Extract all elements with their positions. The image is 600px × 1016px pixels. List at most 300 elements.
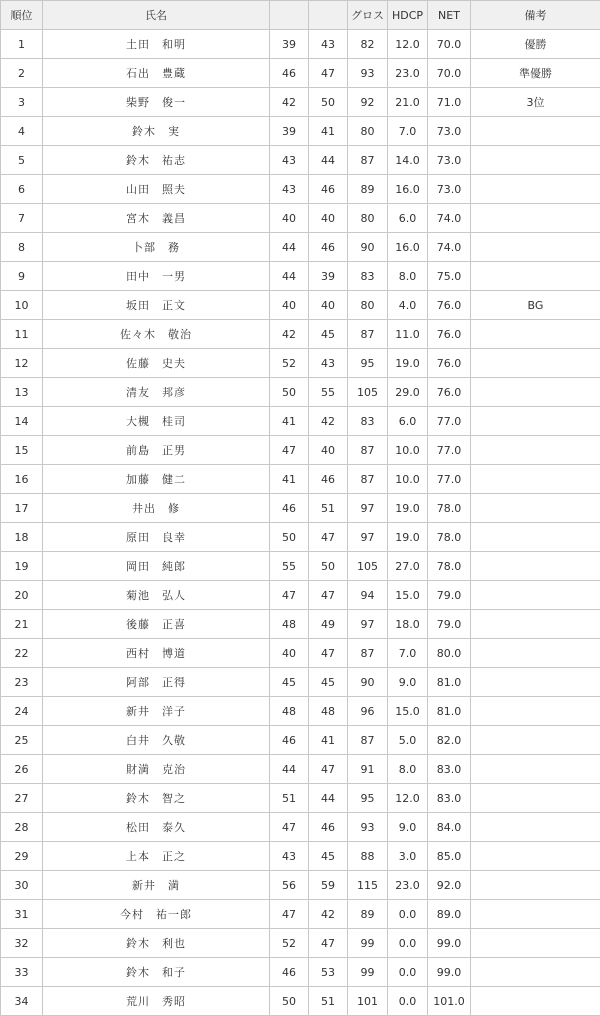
gross-cell: 97 [348,523,388,552]
in-score-cell: 45 [309,320,348,349]
out-score-cell: 39 [270,117,309,146]
net-cell: 71.0 [428,88,471,117]
hdcp-cell: 0.0 [388,987,428,1016]
net-cell: 99.0 [428,929,471,958]
out-score-cell: 44 [270,755,309,784]
name-cell: 原田 良幸 [43,523,270,552]
out-score-cell: 52 [270,349,309,378]
gross-cell: 90 [348,233,388,262]
net-cell: 73.0 [428,175,471,204]
net-cell: 77.0 [428,436,471,465]
name-cell: 荒川 秀昭 [43,987,270,1016]
in-score-cell: 53 [309,958,348,987]
rank-cell: 28 [1,813,43,842]
in-score-cell: 49 [309,610,348,639]
rank-cell: 14 [1,407,43,436]
in-score-cell: 43 [309,30,348,59]
out-score-cell: 40 [270,204,309,233]
in-score-cell: 47 [309,523,348,552]
hdcp-cell: 0.0 [388,900,428,929]
in-score-cell: 47 [309,929,348,958]
out-score-cell: 47 [270,813,309,842]
table-row [1,146,600,175]
net-cell: 77.0 [428,465,471,494]
remarks-cell [471,320,600,349]
remarks-cell [471,958,600,987]
name-cell: 菊池 弘人 [43,581,270,610]
table-row [1,900,600,929]
name-cell: 加藤 健二 [43,465,270,494]
out-score-cell: 43 [270,842,309,871]
hdcp-cell: 16.0 [388,175,428,204]
name-cell: 田中 一男 [43,262,270,291]
remarks-cell [471,987,600,1016]
rank-cell: 13 [1,378,43,407]
table-body [1,30,600,1016]
in-score-cell: 40 [309,204,348,233]
in-score-cell: 47 [309,639,348,668]
rank-cell: 5 [1,146,43,175]
in-score-cell: 39 [309,262,348,291]
gross-cell: 93 [348,813,388,842]
rank-cell: 7 [1,204,43,233]
in-score-cell: 42 [309,900,348,929]
table-row [1,755,600,784]
hdcp-cell: 19.0 [388,494,428,523]
in-score-cell: 51 [309,494,348,523]
header-net: NET [428,1,471,30]
rank-cell: 12 [1,349,43,378]
rank-cell: 2 [1,59,43,88]
in-score-cell: 51 [309,987,348,1016]
header-rank: 順位 [1,1,43,30]
hdcp-cell: 6.0 [388,204,428,233]
name-cell: 今村 祐一郎 [43,900,270,929]
gross-cell: 94 [348,581,388,610]
net-cell: 75.0 [428,262,471,291]
rank-cell: 19 [1,552,43,581]
rank-cell: 3 [1,88,43,117]
net-cell: 85.0 [428,842,471,871]
name-cell: 阿部 正得 [43,668,270,697]
remarks-cell [471,581,600,610]
out-score-cell: 52 [270,929,309,958]
in-score-cell: 48 [309,697,348,726]
net-cell: 73.0 [428,117,471,146]
name-cell: 鈴木 和子 [43,958,270,987]
net-cell: 83.0 [428,755,471,784]
out-score-cell: 50 [270,523,309,552]
name-cell: 土田 和明 [43,30,270,59]
table-row [1,958,600,987]
out-score-cell: 47 [270,436,309,465]
in-score-cell: 46 [309,813,348,842]
in-score-cell: 46 [309,233,348,262]
name-cell: 佐々木 敬治 [43,320,270,349]
in-score-cell: 40 [309,436,348,465]
gross-cell: 80 [348,291,388,320]
table-row [1,523,600,552]
table-row [1,494,600,523]
gross-cell: 80 [348,117,388,146]
table-row [1,581,600,610]
remarks-cell [471,900,600,929]
net-cell: 82.0 [428,726,471,755]
net-cell: 89.0 [428,900,471,929]
remarks-cell [471,378,600,407]
gross-cell: 88 [348,842,388,871]
rank-cell: 20 [1,581,43,610]
in-score-cell: 46 [309,465,348,494]
table-row [1,88,600,117]
remarks-cell [471,610,600,639]
out-score-cell: 45 [270,668,309,697]
out-score-cell: 44 [270,233,309,262]
rank-cell: 33 [1,958,43,987]
rank-cell: 18 [1,523,43,552]
gross-cell: 87 [348,639,388,668]
hdcp-cell: 19.0 [388,349,428,378]
hdcp-cell: 12.0 [388,30,428,59]
hdcp-cell: 0.0 [388,958,428,987]
in-score-cell: 59 [309,871,348,900]
net-cell: 92.0 [428,871,471,900]
out-score-cell: 41 [270,407,309,436]
remarks-cell [471,755,600,784]
rank-cell: 4 [1,117,43,146]
out-score-cell: 48 [270,610,309,639]
remarks-cell [471,552,600,581]
gross-cell: 83 [348,407,388,436]
net-cell: 77.0 [428,407,471,436]
out-score-cell: 44 [270,262,309,291]
name-cell: 前島 正男 [43,436,270,465]
rank-cell: 22 [1,639,43,668]
table-row [1,697,600,726]
rank-cell: 25 [1,726,43,755]
hdcp-cell: 23.0 [388,59,428,88]
remarks-cell: BG [471,291,600,320]
name-cell: 鈴木 実 [43,117,270,146]
rank-cell: 27 [1,784,43,813]
in-score-cell: 55 [309,378,348,407]
remarks-cell [471,784,600,813]
table-row [1,552,600,581]
remarks-cell [471,871,600,900]
table-row [1,117,600,146]
table-row [1,726,600,755]
in-score-cell: 41 [309,117,348,146]
hdcp-cell: 11.0 [388,320,428,349]
out-score-cell: 47 [270,581,309,610]
out-score-cell: 48 [270,697,309,726]
in-score-cell: 46 [309,175,348,204]
hdcp-cell: 29.0 [388,378,428,407]
rank-cell: 9 [1,262,43,291]
remarks-cell: 3位 [471,88,600,117]
name-cell: 佐藤 史夫 [43,349,270,378]
net-cell: 83.0 [428,784,471,813]
out-score-cell: 55 [270,552,309,581]
in-score-cell: 44 [309,784,348,813]
hdcp-cell: 15.0 [388,697,428,726]
name-cell: 井出 修 [43,494,270,523]
hdcp-cell: 16.0 [388,233,428,262]
hdcp-cell: 15.0 [388,581,428,610]
net-cell: 78.0 [428,523,471,552]
gross-cell: 90 [348,668,388,697]
out-score-cell: 42 [270,320,309,349]
hdcp-cell: 8.0 [388,262,428,291]
rank-cell: 1 [1,30,43,59]
in-score-cell: 40 [309,291,348,320]
remarks-cell: 準優勝 [471,59,600,88]
hdcp-cell: 10.0 [388,436,428,465]
net-cell: 81.0 [428,697,471,726]
gross-cell: 87 [348,320,388,349]
name-cell: 上本 正之 [43,842,270,871]
name-cell: 山田 照夫 [43,175,270,204]
table-row [1,262,600,291]
name-cell: 松田 泰久 [43,813,270,842]
net-cell: 78.0 [428,552,471,581]
gross-cell: 83 [348,262,388,291]
name-cell: 鈴木 利也 [43,929,270,958]
in-score-cell: 44 [309,146,348,175]
name-cell: 柴野 俊一 [43,88,270,117]
out-score-cell: 46 [270,494,309,523]
rank-cell: 16 [1,465,43,494]
remarks-cell [471,117,600,146]
gross-cell: 97 [348,494,388,523]
out-score-cell: 43 [270,146,309,175]
hdcp-cell: 9.0 [388,813,428,842]
net-cell: 79.0 [428,581,471,610]
name-cell: 新井 満 [43,871,270,900]
rank-cell: 34 [1,987,43,1016]
table-header [1,1,600,30]
out-score-cell: 46 [270,726,309,755]
header-remarks: 備考 [471,1,600,30]
name-cell: 鈴木 祐志 [43,146,270,175]
gross-cell: 80 [348,204,388,233]
remarks-cell [471,929,600,958]
remarks-cell [471,175,600,204]
gross-cell: 87 [348,726,388,755]
name-cell: 西村 博道 [43,639,270,668]
table-row [1,610,600,639]
header-row [1,1,600,30]
rank-cell: 8 [1,233,43,262]
out-score-cell: 40 [270,291,309,320]
table-row [1,175,600,204]
header-name: 氏名 [43,1,270,30]
out-score-cell: 46 [270,958,309,987]
hdcp-cell: 9.0 [388,668,428,697]
net-cell: 99.0 [428,958,471,987]
table-row [1,407,600,436]
gross-cell: 89 [348,900,388,929]
in-score-cell: 50 [309,552,348,581]
out-score-cell: 41 [270,465,309,494]
table-row [1,784,600,813]
name-cell: 大槻 桂司 [43,407,270,436]
remarks-cell [471,494,600,523]
table-row [1,842,600,871]
gross-cell: 97 [348,610,388,639]
hdcp-cell: 12.0 [388,784,428,813]
rank-cell: 30 [1,871,43,900]
gross-cell: 99 [348,929,388,958]
in-score-cell: 41 [309,726,348,755]
gross-cell: 101 [348,987,388,1016]
gross-cell: 87 [348,465,388,494]
hdcp-cell: 8.0 [388,755,428,784]
remarks-cell [471,349,600,378]
table-row [1,465,600,494]
hdcp-cell: 10.0 [388,465,428,494]
out-score-cell: 42 [270,88,309,117]
hdcp-cell: 21.0 [388,88,428,117]
gross-cell: 87 [348,146,388,175]
table-row [1,349,600,378]
name-cell: 卜部 務 [43,233,270,262]
hdcp-cell: 7.0 [388,639,428,668]
rank-cell: 23 [1,668,43,697]
remarks-cell [471,146,600,175]
net-cell: 76.0 [428,378,471,407]
table-row [1,291,600,320]
remarks-cell [471,407,600,436]
hdcp-cell: 0.0 [388,929,428,958]
remarks-cell [471,842,600,871]
rank-cell: 11 [1,320,43,349]
gross-cell: 105 [348,378,388,407]
gross-cell: 99 [348,958,388,987]
header-out [270,1,309,30]
in-score-cell: 47 [309,755,348,784]
remarks-cell [471,262,600,291]
gross-cell: 87 [348,436,388,465]
rank-cell: 17 [1,494,43,523]
name-cell: 後藤 正喜 [43,610,270,639]
table-row [1,378,600,407]
table-row [1,204,600,233]
rank-cell: 31 [1,900,43,929]
remarks-cell [471,697,600,726]
rank-cell: 26 [1,755,43,784]
remarks-cell: 優勝 [471,30,600,59]
name-cell: 宮木 義昌 [43,204,270,233]
name-cell: 鈴木 智之 [43,784,270,813]
table-row [1,320,600,349]
remarks-cell [471,668,600,697]
hdcp-cell: 18.0 [388,610,428,639]
net-cell: 101.0 [428,987,471,1016]
name-cell: 清友 邦彦 [43,378,270,407]
net-cell: 76.0 [428,291,471,320]
header-gross: グロス [348,1,388,30]
name-cell: 岡田 純郎 [43,552,270,581]
out-score-cell: 43 [270,175,309,204]
gross-cell: 95 [348,349,388,378]
header-in [309,1,348,30]
out-score-cell: 47 [270,900,309,929]
name-cell: 白井 久敬 [43,726,270,755]
hdcp-cell: 14.0 [388,146,428,175]
rank-cell: 32 [1,929,43,958]
net-cell: 84.0 [428,813,471,842]
hdcp-cell: 4.0 [388,291,428,320]
remarks-cell [471,639,600,668]
out-score-cell: 50 [270,987,309,1016]
rank-cell: 24 [1,697,43,726]
rank-cell: 6 [1,175,43,204]
gross-cell: 105 [348,552,388,581]
hdcp-cell: 3.0 [388,842,428,871]
table-row [1,871,600,900]
net-cell: 70.0 [428,59,471,88]
table-row [1,30,600,59]
remarks-cell [471,233,600,262]
net-cell: 74.0 [428,233,471,262]
table-row [1,929,600,958]
in-score-cell: 43 [309,349,348,378]
gross-cell: 95 [348,784,388,813]
name-cell: 新井 洋子 [43,697,270,726]
gross-cell: 115 [348,871,388,900]
rank-cell: 10 [1,291,43,320]
rank-cell: 15 [1,436,43,465]
name-cell: 坂田 正文 [43,291,270,320]
gross-cell: 96 [348,697,388,726]
net-cell: 81.0 [428,668,471,697]
hdcp-cell: 7.0 [388,117,428,146]
gross-cell: 82 [348,30,388,59]
gross-cell: 93 [348,59,388,88]
remarks-cell [471,436,600,465]
remarks-cell [471,204,600,233]
remarks-cell [471,523,600,552]
net-cell: 80.0 [428,639,471,668]
net-cell: 74.0 [428,204,471,233]
name-cell: 財満 克治 [43,755,270,784]
net-cell: 78.0 [428,494,471,523]
remarks-cell [471,726,600,755]
out-score-cell: 51 [270,784,309,813]
hdcp-cell: 19.0 [388,523,428,552]
out-score-cell: 46 [270,59,309,88]
in-score-cell: 42 [309,407,348,436]
out-score-cell: 40 [270,639,309,668]
hdcp-cell: 27.0 [388,552,428,581]
in-score-cell: 47 [309,59,348,88]
net-cell: 79.0 [428,610,471,639]
net-cell: 76.0 [428,349,471,378]
in-score-cell: 50 [309,88,348,117]
table-row [1,436,600,465]
out-score-cell: 50 [270,378,309,407]
rank-cell: 29 [1,842,43,871]
remarks-cell [471,813,600,842]
gross-cell: 92 [348,88,388,117]
net-cell: 76.0 [428,320,471,349]
gross-cell: 89 [348,175,388,204]
table-row [1,813,600,842]
remarks-cell [471,465,600,494]
table-row [1,987,600,1016]
table-row [1,668,600,697]
